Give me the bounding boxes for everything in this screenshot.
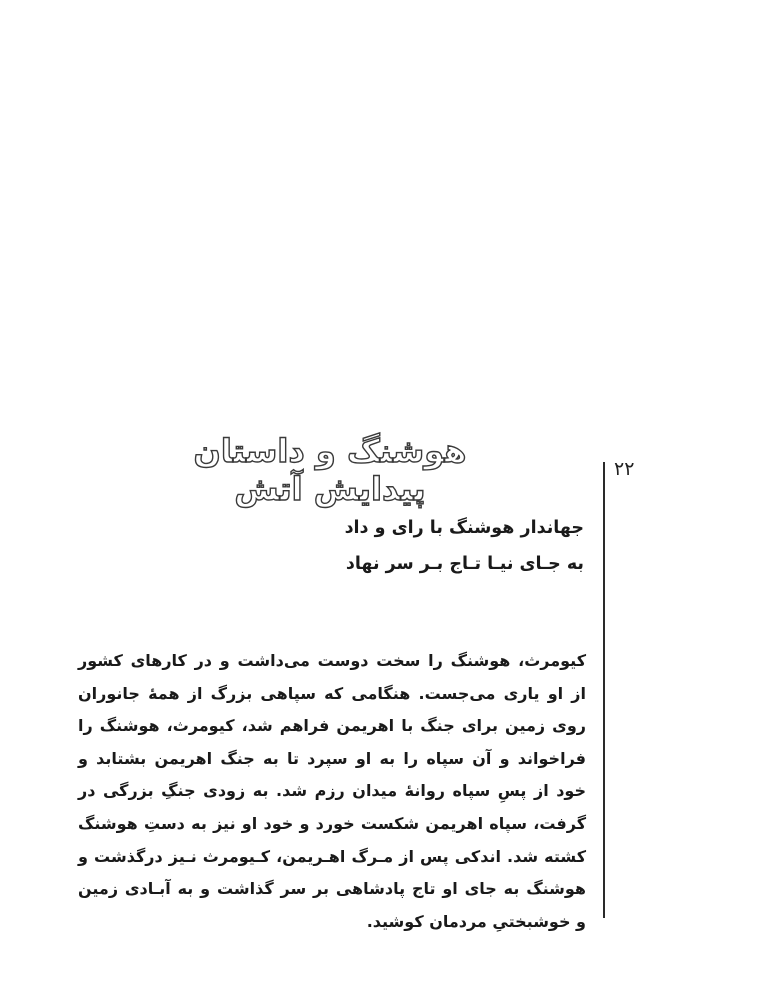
chapter-title: هوشنگ و داستان پیدایش آتش bbox=[193, 432, 467, 508]
verse-line-2: به جـای نیـا تـاج بـر سر نهاد bbox=[345, 554, 584, 574]
verse-couplet bbox=[330, 510, 584, 582]
margin-divider-line bbox=[603, 462, 605, 918]
body-paragraph: کیومرث، هوشنگ را سخت دوست می‌داشت و در کارهای کشور از او یاری می‌جست. هنگامی که سپاهی بزرگ از همهٔ جانوران روی زمین برای جنگ با اهریمن فراهم شد، کیومرث، هوشنگ را فراخواند و آن سپاه را به او سپرد تا به جنگ اهریمن بشتابد و خود از پسِ سپاه روانهٔ میدان رزم شد. به زودی جنگِ بزرگی در گرفت، سپاه اهریمن شکست خورد و خود او نیز به دستِ هوشنگ کشته شد. اندکی پس از مـرگ اهـریمن، کـیومرث نـیز درگذشت و هوشنگ به جای او تاج پادشاهی بر سر گذاشت و به آبـادی زمین و خوشبختیِ مردمان کوشید. bbox=[78, 651, 586, 931]
page-number: ۲۲ bbox=[614, 458, 635, 480]
verse-line-1: جهاندار هوشنگ با رای و داد bbox=[344, 518, 584, 538]
